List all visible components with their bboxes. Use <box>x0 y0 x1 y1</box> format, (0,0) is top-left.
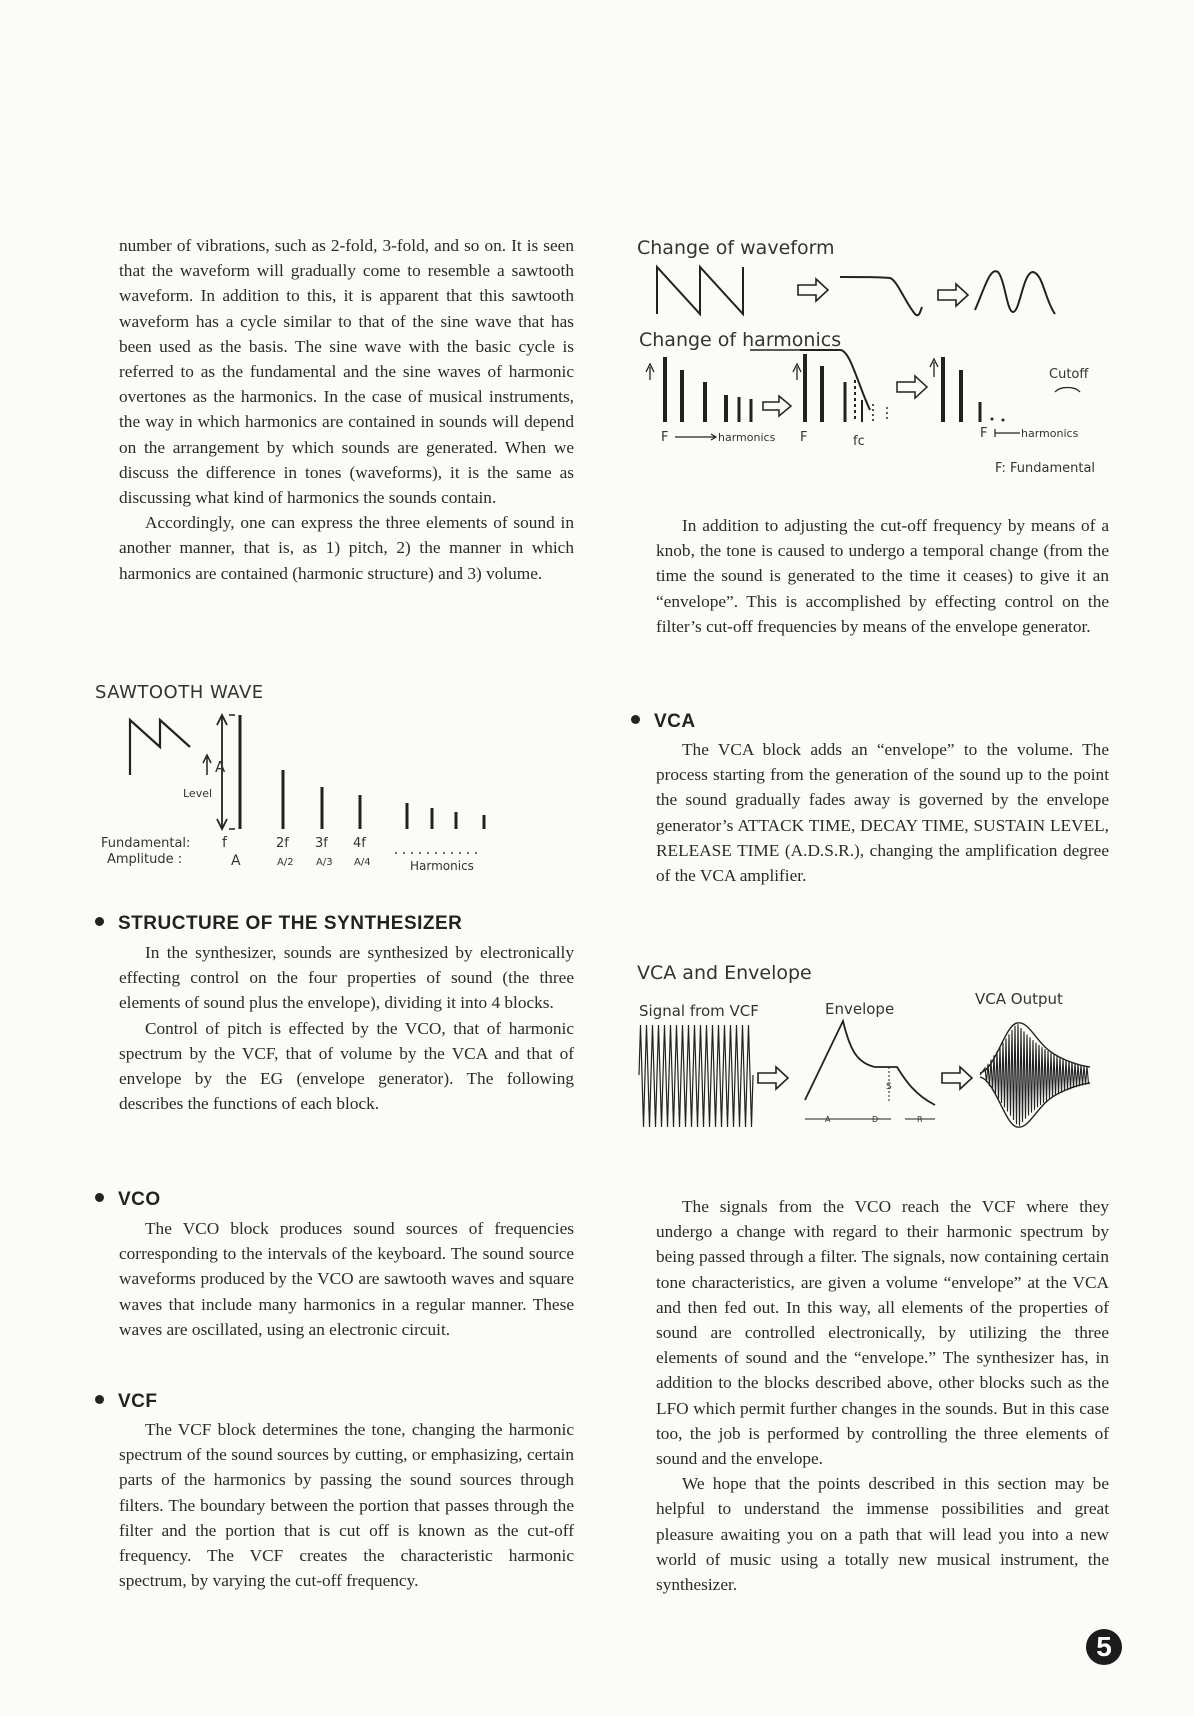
sawtooth-waveform <box>657 267 743 314</box>
envelope-label: Envelope <box>825 1000 895 1018</box>
arrow-icon <box>897 376 927 398</box>
attack-label: A <box>825 1115 831 1124</box>
intro-text <box>119 233 574 586</box>
vca-heading: VCA <box>631 711 696 733</box>
harmonic-amp-2: A/2 <box>277 857 294 868</box>
bullet-icon <box>95 1395 104 1404</box>
sawtooth-wave-figure <box>95 675 565 880</box>
bullet-icon <box>95 1193 104 1202</box>
sustain-label: S <box>886 1082 892 1092</box>
cutoff-text <box>656 513 1109 639</box>
harmonics-label: harmonics <box>718 431 776 444</box>
harmonics-figure-title: Change of harmonics <box>639 329 842 351</box>
vcf-signal-waveform <box>639 1025 753 1127</box>
fundamental-f-label: F <box>661 430 669 445</box>
structure-paragraph-2: Control of pitch is effected by the VCO, that of harmonic spectrum by the VCF, that of volume by the VCA and that of envelope by the EG (envelope generator). The following describes the functions of each block. <box>119 1018 574 1114</box>
bullet-icon <box>631 715 640 724</box>
sine-waveform <box>975 271 1055 314</box>
vca-output-waveform <box>980 1024 1089 1125</box>
arrow-icon <box>938 284 968 306</box>
amplitude-label: Amplitude : <box>107 852 183 867</box>
harmonics-label: Harmonics <box>410 859 474 873</box>
vcf-paragraph: The VCF block determines the tone, changing the harmonic spectrum of the sound sources by cutting, or emphasizing, certain parts of the harmonics by passing the sound sources through filters. The boundary between the portion that passes through the filter and the portion that is cut off is known as the cut-off frequency. The VCF creates the characteristic harmonic spectrum, by varying the cut-off frequency. <box>119 1420 574 1591</box>
fundamental-f-label: f <box>222 835 227 851</box>
decay-label: D <box>872 1115 879 1124</box>
harmonic-amp-3: A/3 <box>316 857 333 868</box>
vca-envelope-figure <box>635 955 1115 1135</box>
vca-output-label: VCA Output <box>975 990 1063 1008</box>
harmonic-freq-2: 2f <box>276 836 289 851</box>
structure-paragraph-1: In the synthesizer, sounds are synthesized by electronically effecting control on the four properties of sound (the three elements of sound plus the envelope), dividing it into 4 blocks. <box>119 943 574 1013</box>
fundamental-legend: F: Fundamental <box>995 461 1096 476</box>
output-f-label: F <box>980 426 988 441</box>
structure-heading: STRUCTURE OF THE SYNTHESIZER <box>95 913 462 935</box>
filter-f-label: F <box>800 430 808 445</box>
release-label: R <box>917 1115 923 1124</box>
waveform-figure-title: Change of waveform <box>637 237 835 259</box>
page-number: 5 <box>1086 1629 1122 1665</box>
signals-text <box>656 1194 1109 1597</box>
fc-label: fc <box>853 434 865 449</box>
amplitude-a-label: A <box>215 758 226 776</box>
arrow-icon <box>942 1067 972 1089</box>
arrow-icon <box>798 279 828 301</box>
bullet-icon <box>95 917 104 926</box>
vca-text <box>656 737 1109 888</box>
arrow-icon <box>763 396 791 416</box>
vcf-heading: VCF <box>95 1391 158 1413</box>
rounded-waveform <box>840 277 922 315</box>
harmonic-freq-3: 3f <box>315 836 328 851</box>
envelope-curve <box>805 1021 935 1105</box>
vcf-text <box>119 1417 574 1593</box>
sawtooth-figure-title: SAWTOOTH WAVE <box>95 682 264 703</box>
vca-paragraph: The VCA block adds an “envelope” to the volume. The process starting from the generation of the sound up to the point the sound gradually fades away is governed by the envelope generator’s ATTACK TIME, DECAY TIME, SUSTAIN LEVEL, RELEASE TIME (A.D.S.R.), changing the amplification degree of the VCA amplifier. <box>656 740 1109 886</box>
vca-figure-title: VCA and Envelope <box>637 962 812 984</box>
cutoff-label: Cutoff <box>1049 367 1089 382</box>
filter-cutoff-curve <box>800 350 870 410</box>
adsr-markers <box>805 1115 935 1124</box>
harmonic-freq-4: 4f <box>353 836 366 851</box>
waveform-change-figure <box>635 232 1115 482</box>
vco-text <box>119 1216 574 1342</box>
cutoff-paragraph: In addition to adjusting the cut-off frequency by means of a knob, the tone is caused to undergo a temporal change (from the time the sound is generated to the time it ceases) to give it an “envelope”. This is accomplished by effecting control on the filter’s cut-off frequencies by means of the envelope generator. <box>656 516 1109 636</box>
fundamental-amp-label: A <box>231 853 241 869</box>
vco-heading: VCO <box>95 1189 161 1211</box>
signal-from-vcf-label: Signal from VCF <box>639 1002 759 1020</box>
arrow-icon <box>758 1067 788 1089</box>
signals-paragraph: The signals from the VCO reach the VCF where they undergo a change with regard to their harmonic spectrum by being passed through a filter. The signals, now containing certain tone characteristics, are given a volume “envelope” at the VCA and then fed out. In this way, all elements of the properties of sound are controlled electronically, by utilizing the three elements of sound and the “envelope.” The synthesizer has, in addition to the blocks described above, other blocks such as the LFO which permit further changes in the sounds. But in this case too, the job is performed by controlling the three elements of sound and the envelope. <box>656 1197 1109 1469</box>
closing-paragraph: We hope that the points described in this section may be helpful to understand the immense possibilities and great pleasure awaiting you on a path that will lead you into a new world of music using a totally new musical instrument, the synthesizer. <box>656 1474 1109 1595</box>
fundamental-label: Fundamental: <box>101 836 191 851</box>
intro-paragraph-2: Accordingly, one can express the three elements of sound in another manner, that is, as 1) pitch, 2) the manner in which harmonics are contained (harmonic structure) and 3) volume. <box>119 513 574 583</box>
level-label: Level <box>183 787 213 800</box>
output-harmonics-label: harmonics <box>1021 427 1079 440</box>
sawtooth-wave-icon <box>130 720 190 775</box>
vco-paragraph: The VCO block produces sound sources of frequencies corresponding to the intervals of the keyboard. The sound source waveforms produced by the VCO are sawtooth waves and square waves that include many harmonics in a regular manner. These waves are oscillated, using an electronic circuit. <box>119 1219 574 1339</box>
structure-text <box>119 940 574 1116</box>
intro-paragraph-1: number of vibrations, such as 2-fold, 3-fold, and so on. It is seen that the waveform will gradually come to resemble a sawtooth waveform. In addition to this, it is apparent that this sawtooth waveform has a cycle similar to that of the sine wave that has been used as the basis. The sine wave with the basic cycle is referred to as the fundamental and the sine waves of harmonic overtones as the harmonics. In the case of musical instruments, the way in which harmonics are contained in sounds will depend on the arrangement by which sounds are generated. When we discuss the difference in tones (waveforms), it is the same as discussing what kind of harmonics the sounds contain. <box>119 236 574 508</box>
harmonic-amp-4: A/4 <box>354 857 371 868</box>
